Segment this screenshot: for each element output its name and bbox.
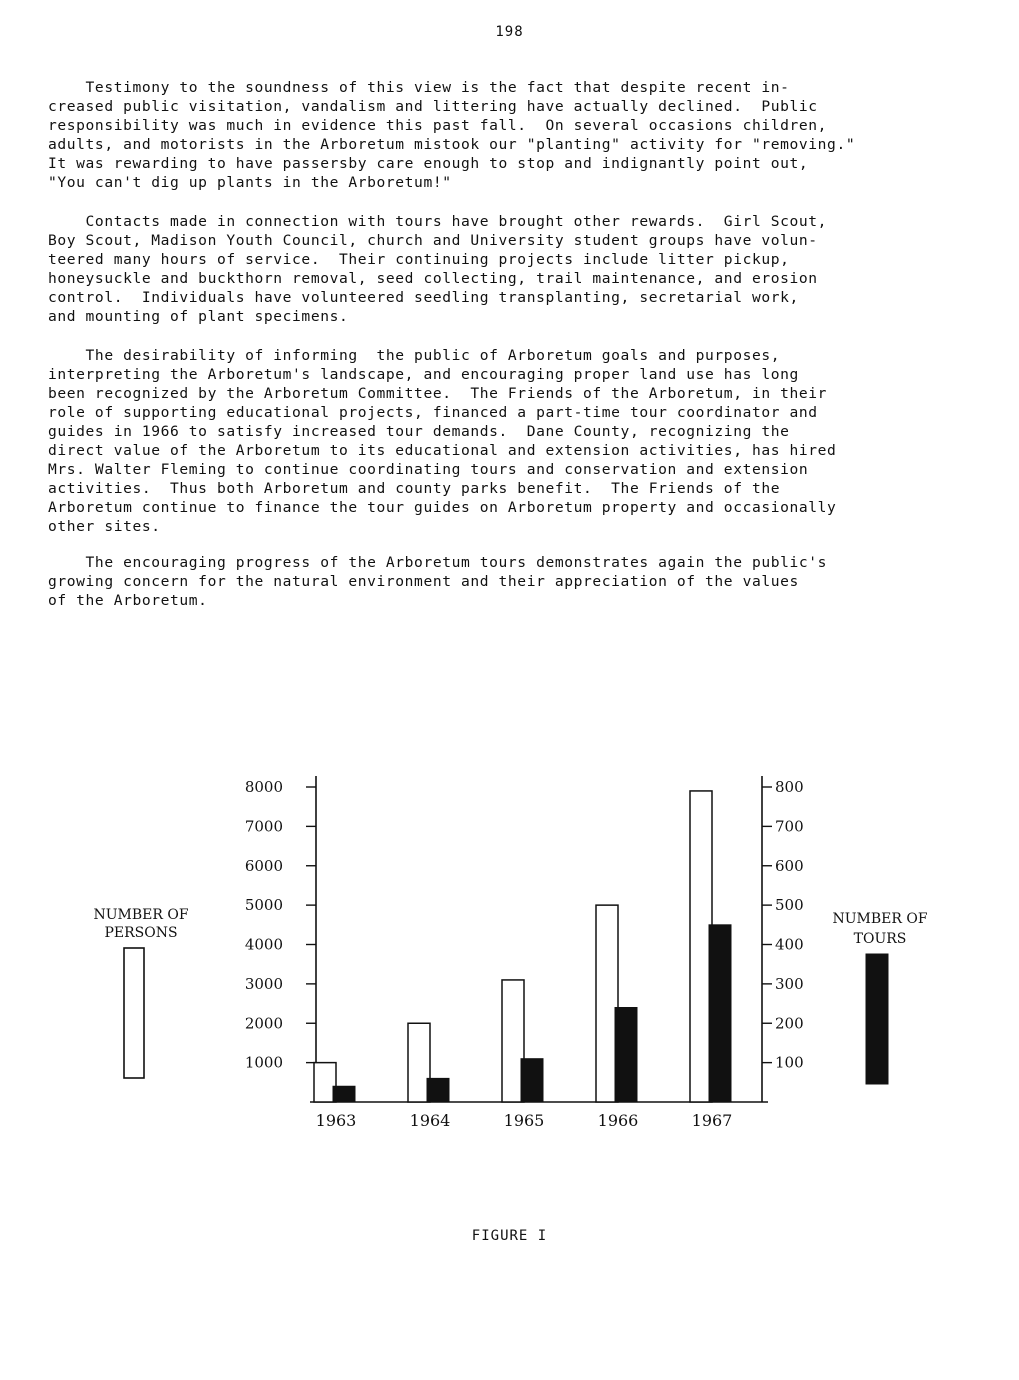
text-line: activities. Thus both Arboretum and county parks benefit. The Friends of the [48, 480, 781, 497]
tours-bar [333, 1086, 355, 1102]
year-label: 1963 [315, 1111, 357, 1130]
right-axis-label-line-2: TOURS [853, 931, 907, 947]
right-axis-label-line-1: NUMBER OF [832, 911, 928, 927]
text-line: adults, and motorists in the Arboretum mistook our "planting" activity for "removing." [48, 136, 856, 153]
text-line: teered many hours of service. Their continuing projects include litter pickup, [48, 251, 790, 268]
right-axis-tick-label: 200 [775, 1014, 804, 1033]
left-axis-tick-label: 4000 [244, 935, 283, 954]
paragraph-volunteer-groups [48, 212, 993, 326]
text-line: honeysuckle and buckthorn removal, seed collecting, trail maintenance, and erosion [48, 270, 818, 287]
left-axis-tick-label: 8000 [244, 778, 283, 796]
year-label: 1966 [597, 1111, 639, 1130]
left-axis-label-line-2: PERSONS [104, 925, 178, 941]
right-axis-tick-label: 700 [775, 817, 804, 836]
right-axis-tick-label: 300 [775, 974, 804, 993]
text-line: interpreting the Arboretum's landscape, and encouraging proper land use has long [48, 366, 799, 383]
text-line: The desirability of informing the public of Arboretum goals and purposes, [48, 347, 781, 364]
text-line: Arboretum continue to finance the tour guides on Arboretum property and occasionally [48, 499, 837, 516]
right-axis-tick-label: 600 [775, 856, 804, 875]
left-axis-tick-label: 5000 [244, 896, 283, 915]
text-line: Mrs. Walter Fleming to continue coordinating tours and conservation and extension [48, 461, 809, 478]
paragraph-educational-projects [48, 346, 993, 536]
page-number: 198 [495, 24, 524, 40]
text-line: Contacts made in connection with tours have brought other rewards. Girl Scout, [48, 213, 828, 230]
text-line: responsibility was much in evidence this past fall. On several occasions children, [48, 117, 828, 134]
text-line: guides in 1966 to satisfy increased tour demands. Dane County, recognizing the [48, 423, 790, 440]
tours-bar [709, 925, 731, 1102]
text-line: control. Individuals have volunteered seedling transplanting, secretarial work, [48, 289, 799, 306]
text-line: Testimony to the soundness of this view is the fact that despite recent in- [48, 79, 790, 96]
left-axis-tick-label: 7000 [244, 817, 283, 836]
text-line: and mounting of plant specimens. [48, 308, 349, 325]
paragraph-public-responsibility [48, 78, 993, 192]
year-label: 1964 [409, 1111, 451, 1130]
right-axis-tick-label: 400 [775, 935, 804, 954]
tours-bar [521, 1059, 543, 1102]
left-axis-label-line-1: NUMBER OF [93, 907, 189, 923]
text-line: been recognized by the Arboretum Committee. The Friends of the Arboretum, in their [48, 385, 828, 402]
left-axis-tick-label: 3000 [244, 974, 283, 993]
text-line: other sites. [48, 518, 161, 535]
right-axis-tick-label: 500 [775, 896, 804, 915]
paragraph-encouraging-progress [48, 553, 993, 610]
text-line: creased public visitation, vandalism and littering have actually declined. Public [48, 98, 818, 115]
tours-bar [427, 1078, 449, 1102]
text-line: The encouraging progress of the Arboretum tours demonstrates again the public's [48, 554, 828, 571]
text-line: "You can't dig up plants in the Arboretum!" [48, 174, 452, 191]
year-label: 1967 [691, 1111, 733, 1130]
figure-caption: FIGURE I [471, 1228, 548, 1244]
text-line: growing concern for the natural environment and their appreciation of the values [48, 573, 799, 590]
text-line: It was rewarding to have passersby care enough to stop and indignantly point out, [48, 155, 809, 172]
text-line: Boy Scout, Madison Youth Council, church and University student groups have volun- [48, 232, 818, 249]
text-line: direct value of the Arboretum to its educational and extension activities, has hired [48, 442, 837, 459]
year-label: 1965 [503, 1111, 545, 1130]
right-axis-tick-label: 100 [775, 1053, 804, 1072]
legend-persons-swatch [124, 948, 144, 1078]
right-axis-tick-label: 800 [775, 778, 804, 796]
tours-bar [615, 1008, 637, 1103]
left-axis-tick-label: 6000 [244, 856, 283, 875]
legend-tours-swatch [866, 954, 888, 1084]
left-axis-tick-label: 1000 [244, 1053, 283, 1072]
text-line: of the Arboretum. [48, 592, 208, 609]
tours-chart [0, 760, 1019, 1220]
text-line: role of supporting educational projects, financed a part-time tour coordinator and [48, 404, 818, 421]
left-axis-tick-label: 2000 [244, 1014, 283, 1033]
